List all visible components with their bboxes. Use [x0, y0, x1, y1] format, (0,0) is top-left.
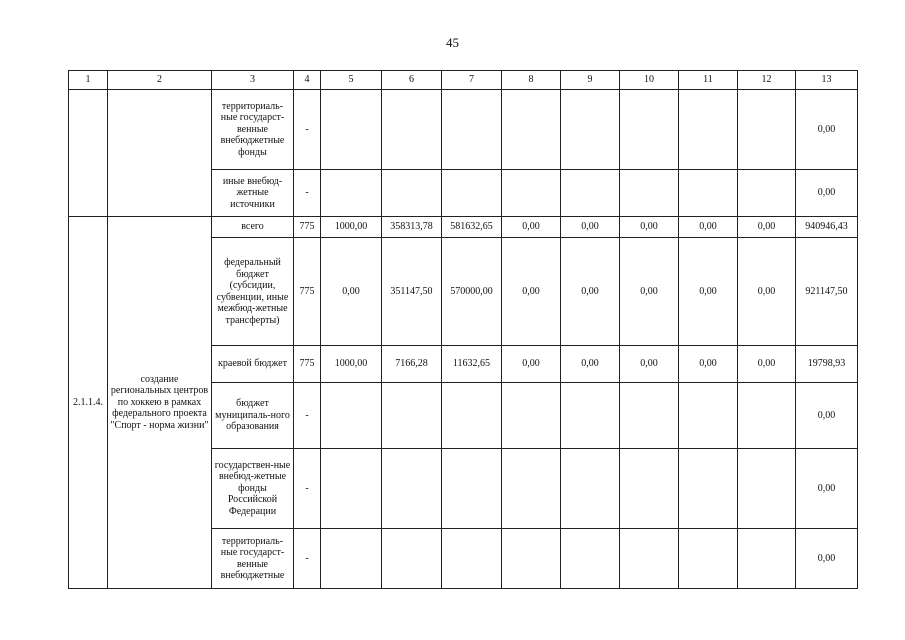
value-cell: 0,00 — [679, 217, 738, 238]
total-cell: 0,00 — [796, 170, 858, 217]
value-cell: 0,00 — [738, 238, 796, 346]
value-cell: 570000,00 — [442, 238, 502, 346]
column-header: 6 — [382, 71, 442, 90]
column-header-row — [69, 71, 858, 90]
value-cell: 0,00 — [620, 238, 679, 346]
value-cell: 358313,78 — [382, 217, 442, 238]
total-cell: 0,00 — [796, 529, 858, 589]
kbk-cell: 775 — [294, 238, 321, 346]
value-cell: 11632,65 — [442, 346, 502, 383]
column-header: 5 — [321, 71, 382, 90]
kbk-cell: - — [294, 449, 321, 529]
item-code: 2.1.1.4. — [69, 217, 108, 589]
table-row — [69, 90, 858, 170]
column-header: 10 — [620, 71, 679, 90]
value-cell: 1000,00 — [321, 346, 382, 383]
value-cell: 0,00 — [679, 346, 738, 383]
source-cell: всего — [212, 217, 294, 238]
value-cell: 0,00 — [561, 217, 620, 238]
source-cell: бюджет муниципаль-ного образования — [212, 383, 294, 449]
value-cell: 0,00 — [738, 346, 796, 383]
total-cell: 0,00 — [796, 383, 858, 449]
total-cell: 19798,93 — [796, 346, 858, 383]
source-cell: территориаль-ные государст-венные внебюджетные фонды — [212, 90, 294, 170]
value-cell: 0,00 — [738, 217, 796, 238]
value-cell: 0,00 — [679, 238, 738, 346]
table-row — [69, 217, 858, 238]
column-header: 2 — [108, 71, 212, 90]
column-header: 9 — [561, 71, 620, 90]
kbk-cell: - — [294, 170, 321, 217]
value-cell: 1000,00 — [321, 217, 382, 238]
value-cell: 581632,65 — [442, 217, 502, 238]
column-header: 12 — [738, 71, 796, 90]
column-header: 3 — [212, 71, 294, 90]
total-cell: 0,00 — [796, 449, 858, 529]
column-header: 4 — [294, 71, 321, 90]
value-cell: 0,00 — [620, 346, 679, 383]
item-name: создание региональных центров по хоккею в рамках федерального проекта "Спорт - норма жизни" — [108, 217, 212, 589]
value-cell: 0,00 — [502, 217, 561, 238]
total-cell: 0,00 — [796, 90, 858, 170]
source-cell: федеральный бюджет (субсидии, субвенции, иные межбюд-жетные трансферты) — [212, 238, 294, 346]
kbk-cell: 775 — [294, 346, 321, 383]
name-cell — [108, 90, 212, 217]
page-number: 45 — [446, 35, 459, 50]
kbk-cell: - — [294, 529, 321, 589]
column-header: 13 — [796, 71, 858, 90]
value-cell: 0,00 — [561, 346, 620, 383]
source-cell: краевой бюджет — [212, 346, 294, 383]
code-cell — [69, 90, 108, 217]
source-cell: территориаль-ные государст-венные внебюджетные — [212, 529, 294, 589]
kbk-cell: - — [294, 90, 321, 170]
column-header: 8 — [502, 71, 561, 90]
column-header: 1 — [69, 71, 108, 90]
budget-table — [68, 70, 858, 589]
total-cell: 921147,50 — [796, 238, 858, 346]
column-header: 11 — [679, 71, 738, 90]
value-cell: 0,00 — [561, 238, 620, 346]
source-cell: иные внебюд-жетные источники — [212, 170, 294, 217]
column-header: 7 — [442, 71, 502, 90]
source-cell: государствен-ные внебюд-жетные фонды Российской Федерации — [212, 449, 294, 529]
value-cell: 351147,50 — [382, 238, 442, 346]
kbk-cell: 775 — [294, 217, 321, 238]
value-cell: 0,00 — [321, 238, 382, 346]
kbk-cell: - — [294, 383, 321, 449]
value-cell: 0,00 — [620, 217, 679, 238]
value-cell: 7166,28 — [382, 346, 442, 383]
value-cell: 0,00 — [502, 238, 561, 346]
value-cell: 0,00 — [502, 346, 561, 383]
total-cell: 940946,43 — [796, 217, 858, 238]
